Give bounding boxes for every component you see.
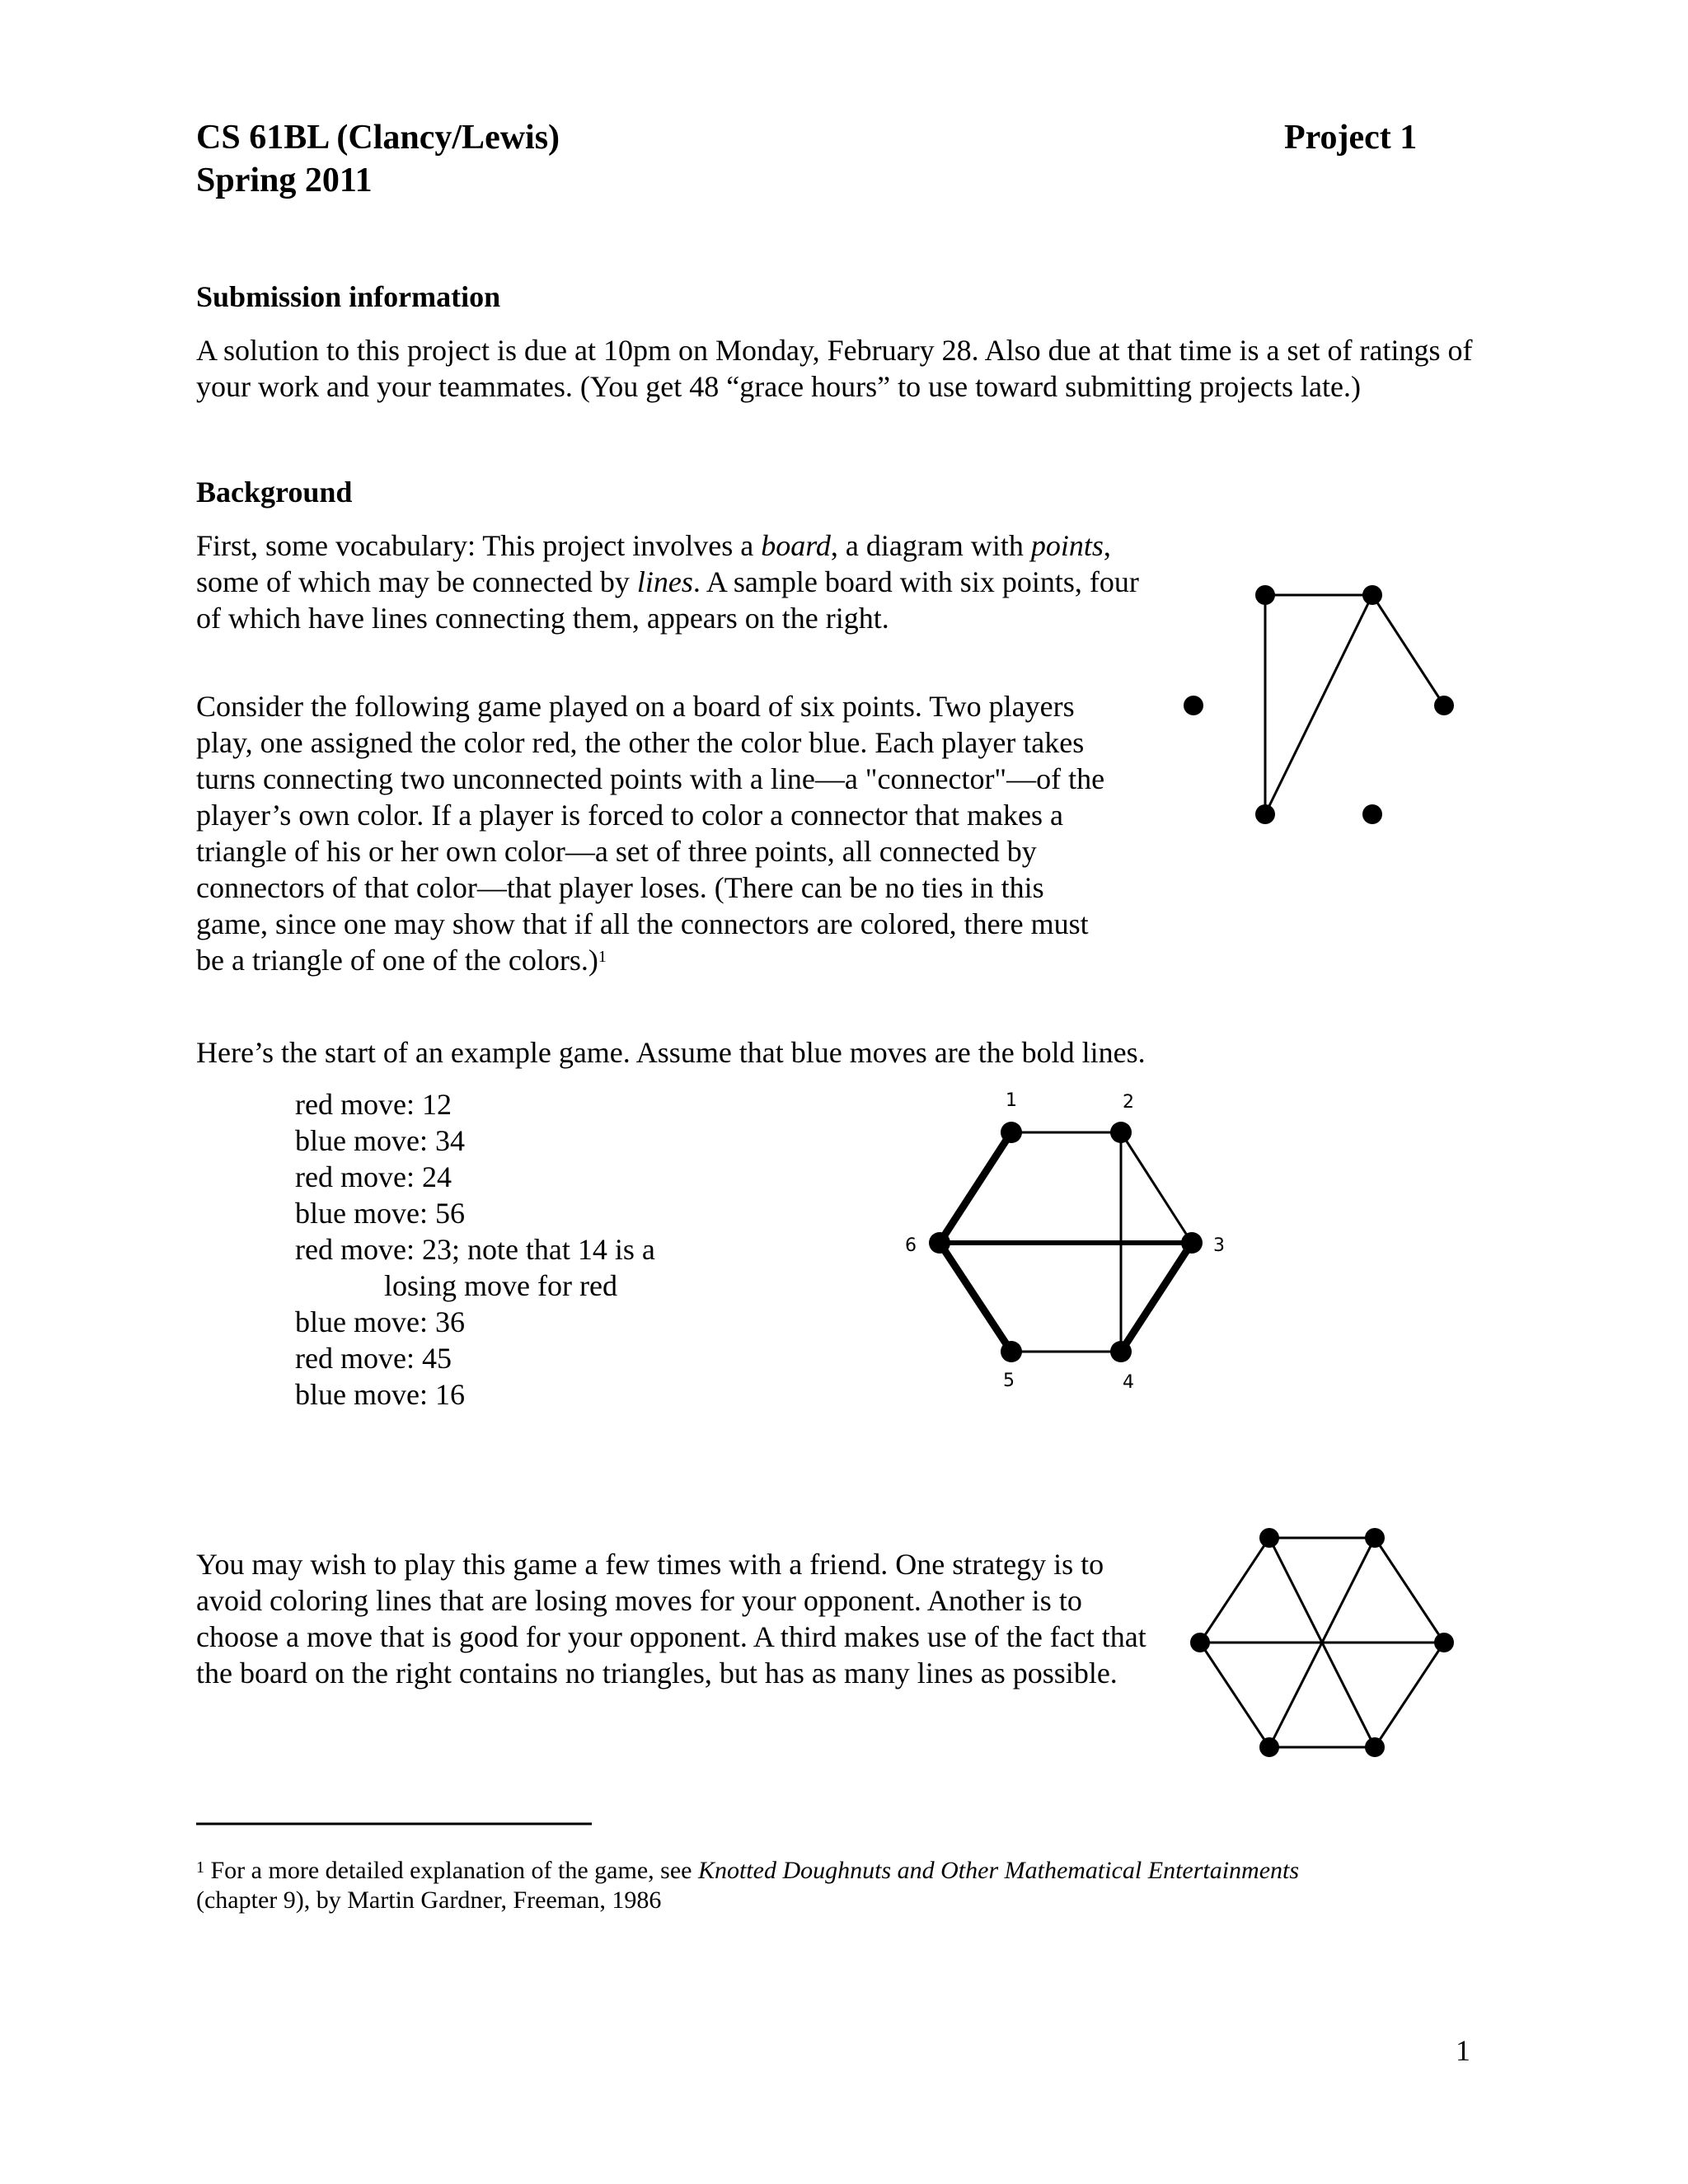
term-lines: lines <box>636 565 693 598</box>
board-point <box>1255 804 1275 824</box>
board-point <box>1184 696 1203 715</box>
board-point <box>1434 696 1454 715</box>
board-point <box>1434 1633 1454 1652</box>
move-item: red move: 23; note that 14 is a <box>295 1233 655 1266</box>
node-label: 3 <box>1213 1235 1225 1256</box>
project-title: Project 1 <box>1284 119 1418 157</box>
move-item: blue move: 36 <box>295 1305 465 1338</box>
board-line <box>1375 1643 1444 1747</box>
sample-board-diagram <box>1184 585 1454 824</box>
game-point <box>1001 1341 1022 1362</box>
board-line <box>1200 1538 1269 1643</box>
board-point <box>1255 585 1275 605</box>
board-point <box>1259 1737 1279 1757</box>
game-point <box>1110 1122 1132 1143</box>
game-point <box>1110 1341 1132 1362</box>
triangle-free-board-diagram <box>1190 1528 1454 1757</box>
board-point <box>1362 804 1382 824</box>
move-item: blue move: 56 <box>295 1197 465 1230</box>
example-intro: Here’s the start of an example game. Assume that blue moves are the bold lines. <box>196 1036 1146 1069</box>
board-point <box>1365 1528 1385 1548</box>
example-game-diagram <box>929 1122 1203 1362</box>
move-item: red move: 45 <box>295 1342 452 1375</box>
board-line <box>1265 595 1372 814</box>
red-move-line <box>1121 1132 1192 1243</box>
submission-heading: Submission information <box>196 280 501 313</box>
term-board: board <box>761 529 831 562</box>
footnote-reference: 1 <box>598 948 607 966</box>
node-label: 4 <box>1123 1372 1134 1393</box>
board-line <box>1375 1538 1444 1643</box>
strategy-paragraph: You may wish to play this game a few times with a friend. One strategy is to avoid coloring lines that are losing moves for your opponent. Another is to choose a move that is good for your opponent. A third makes use of the fact that the board on the right contains no triangles, but has as many lines as possible. <box>196 1548 1146 1690</box>
board-line <box>1200 1643 1269 1747</box>
vocabulary-paragraph: First, some vocabulary: This project involves a board, a diagram with points, some of which may be connected by lines. A sample board with six points, four of which have lines connecting them, appears on the right. <box>196 529 1139 635</box>
board-line <box>1372 595 1444 705</box>
term-points: points <box>1030 529 1104 562</box>
move-item: red move: 12 <box>295 1088 452 1121</box>
move-item: red move: 24 <box>295 1160 452 1193</box>
footnote-mark: 1 <box>196 1858 204 1877</box>
submission-paragraph: A solution to this project is due at 10pm on Monday, February 28. Also due at that time is a set of ratings of your work and your teammates. (You get 48 “grace hours” to use toward submitting projects late.) <box>196 334 1473 403</box>
footnote: $^1$ For a more detailed explanation of the game, see Knotted Doughnuts and Other Mathematical Entertainments (chapter 9), by Martin Gardner, Freeman, 1986 <box>196 1857 1300 1914</box>
book-title: Knotted Doughnuts and Other Mathematical Entertainments <box>697 1857 1300 1884</box>
board-point <box>1365 1737 1385 1757</box>
course-title: CS 61BL (Clancy/Lewis) <box>196 119 560 157</box>
blue-move-line <box>940 1243 1011 1352</box>
page-number: 1 <box>1456 2034 1470 2067</box>
game-point <box>929 1232 950 1254</box>
game-point <box>1181 1232 1203 1254</box>
node-label: 6 <box>905 1235 917 1256</box>
node-label: 2 <box>1123 1092 1134 1113</box>
node-label: 1 <box>1006 1090 1017 1111</box>
node-label: 5 <box>1003 1371 1015 1391</box>
move-item: losing move for red <box>384 1269 617 1302</box>
board-point <box>1362 585 1382 605</box>
move-item: blue move: 34 <box>295 1124 465 1157</box>
game-rules-paragraph: Consider the following game played on a board of six points. Two players play, one assigned the color red, the other the color blue. Each player takes turns connecting two unconnected points with a line—a "connector"—of the player’s own color. If a player is forced to color a connector that makes a triangle of his or her own color—a set of three points, all connected by connectors of that color—that player loses. (There can be no ties in this game, since one may show that if all the connectors are colored, there must be a triangle of one of the colors.)$^1$ <box>196 690 1105 977</box>
game-point <box>1001 1122 1022 1143</box>
blue-move-line <box>1121 1243 1192 1352</box>
move-item: blue move: 16 <box>295 1378 465 1411</box>
background-heading: Background <box>196 476 353 509</box>
board-point <box>1259 1528 1279 1548</box>
blue-move-line <box>940 1132 1011 1243</box>
board-point <box>1190 1633 1210 1652</box>
term-title: Spring 2011 <box>196 162 373 199</box>
